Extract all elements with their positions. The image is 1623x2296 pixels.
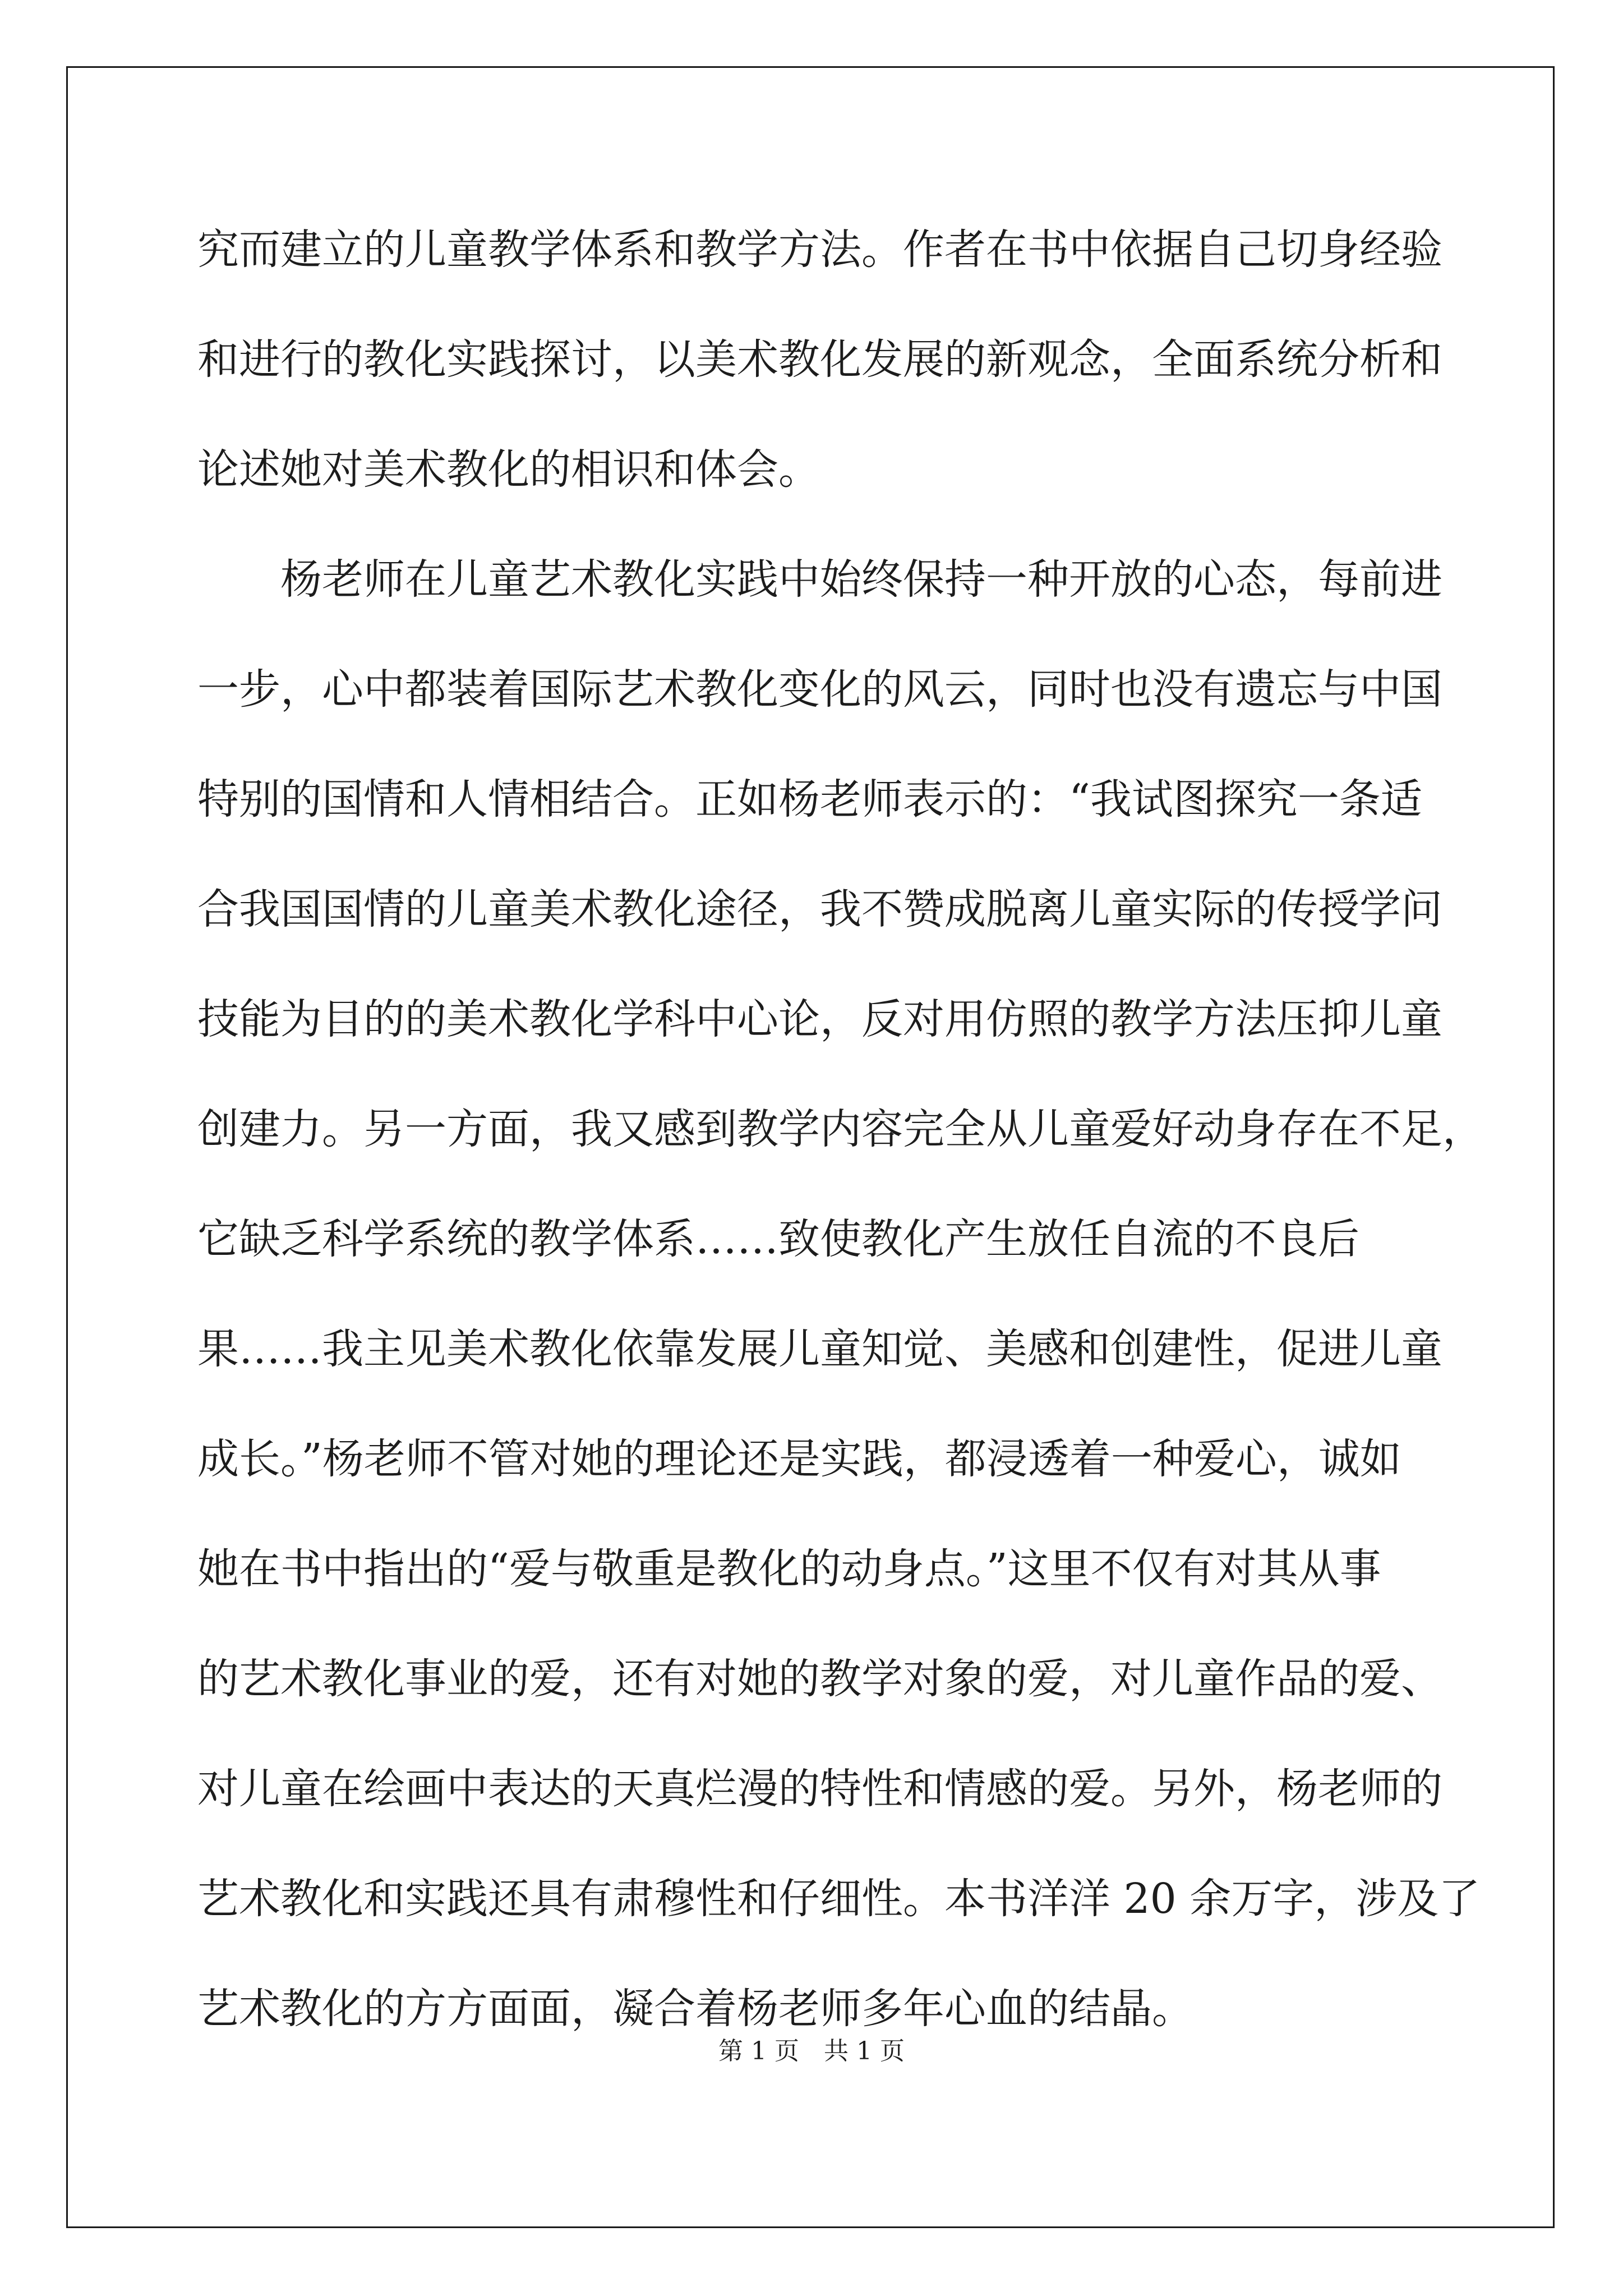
text-line: 论述她对美术教化的相识和体会。 [197, 445, 820, 494]
text-line: 特别的国情和人情相结合。正如杨老师表示的：“我试图探究一条适 [197, 775, 1422, 823]
text-line: 艺术教化和实践还具有肃穆性和仔细性。本书洋洋 20 余万字，涉及了 [197, 1875, 1481, 1923]
text-line: 艺术教化的方方面面，凝合着杨老师多年心血的结晶。 [197, 1985, 1193, 2033]
text-line: 技能为目的的美术教化学科中心论，反对用仿照的教学方法压抑儿童 [197, 995, 1442, 1043]
text-line: 对儿童在绘画中表达的天真烂漫的特性和情感的爱。另外，杨老师的 [197, 1765, 1442, 1813]
text-line: 它缺乏科学系统的教学体系……致使教化产生放任自流的不良后 [197, 1215, 1359, 1263]
text-line: 她在书中指出的“爱与敬重是教化的动身点。”这里不仅有对其从事 [197, 1545, 1381, 1593]
page-number-footer: 第 1 页 共 1 页 [718, 2037, 905, 2065]
text-line: 一步，心中都装着国际艺术教化变化的风云，同时也没有遗忘与中国 [197, 665, 1442, 714]
text-line: 创建力。另一方面，我又感到教学内容完全从儿童爱好动身存在不足， [197, 1105, 1484, 1153]
text-line: 成长。”杨老师不管对她的理论还是实践，都浸透着一种爱心，诚如 [197, 1435, 1401, 1483]
text-line: 究而建立的儿童教学体系和教学方法。作者在书中依据自己切身经验 [197, 226, 1442, 274]
text-line: 和进行的教化实践探讨，以美术教化发展的新观念，全面系统分析和 [197, 335, 1442, 384]
text-line: 果……我主见美术教化依靠发展儿童知觉、美感和创建性，促进儿童 [197, 1325, 1442, 1373]
text-line: 的艺术教化事业的爱，还有对她的教学对象的爱，对儿童作品的爱、 [197, 1655, 1442, 1703]
paragraph-first-line: 杨老师在儿童艺术教化实践中始终保持一种开放的心态，每前进 [280, 555, 1442, 604]
text-line: 合我国国情的儿童美术教化途径，我不赞成脱离儿童实际的传授学问 [197, 885, 1442, 933]
